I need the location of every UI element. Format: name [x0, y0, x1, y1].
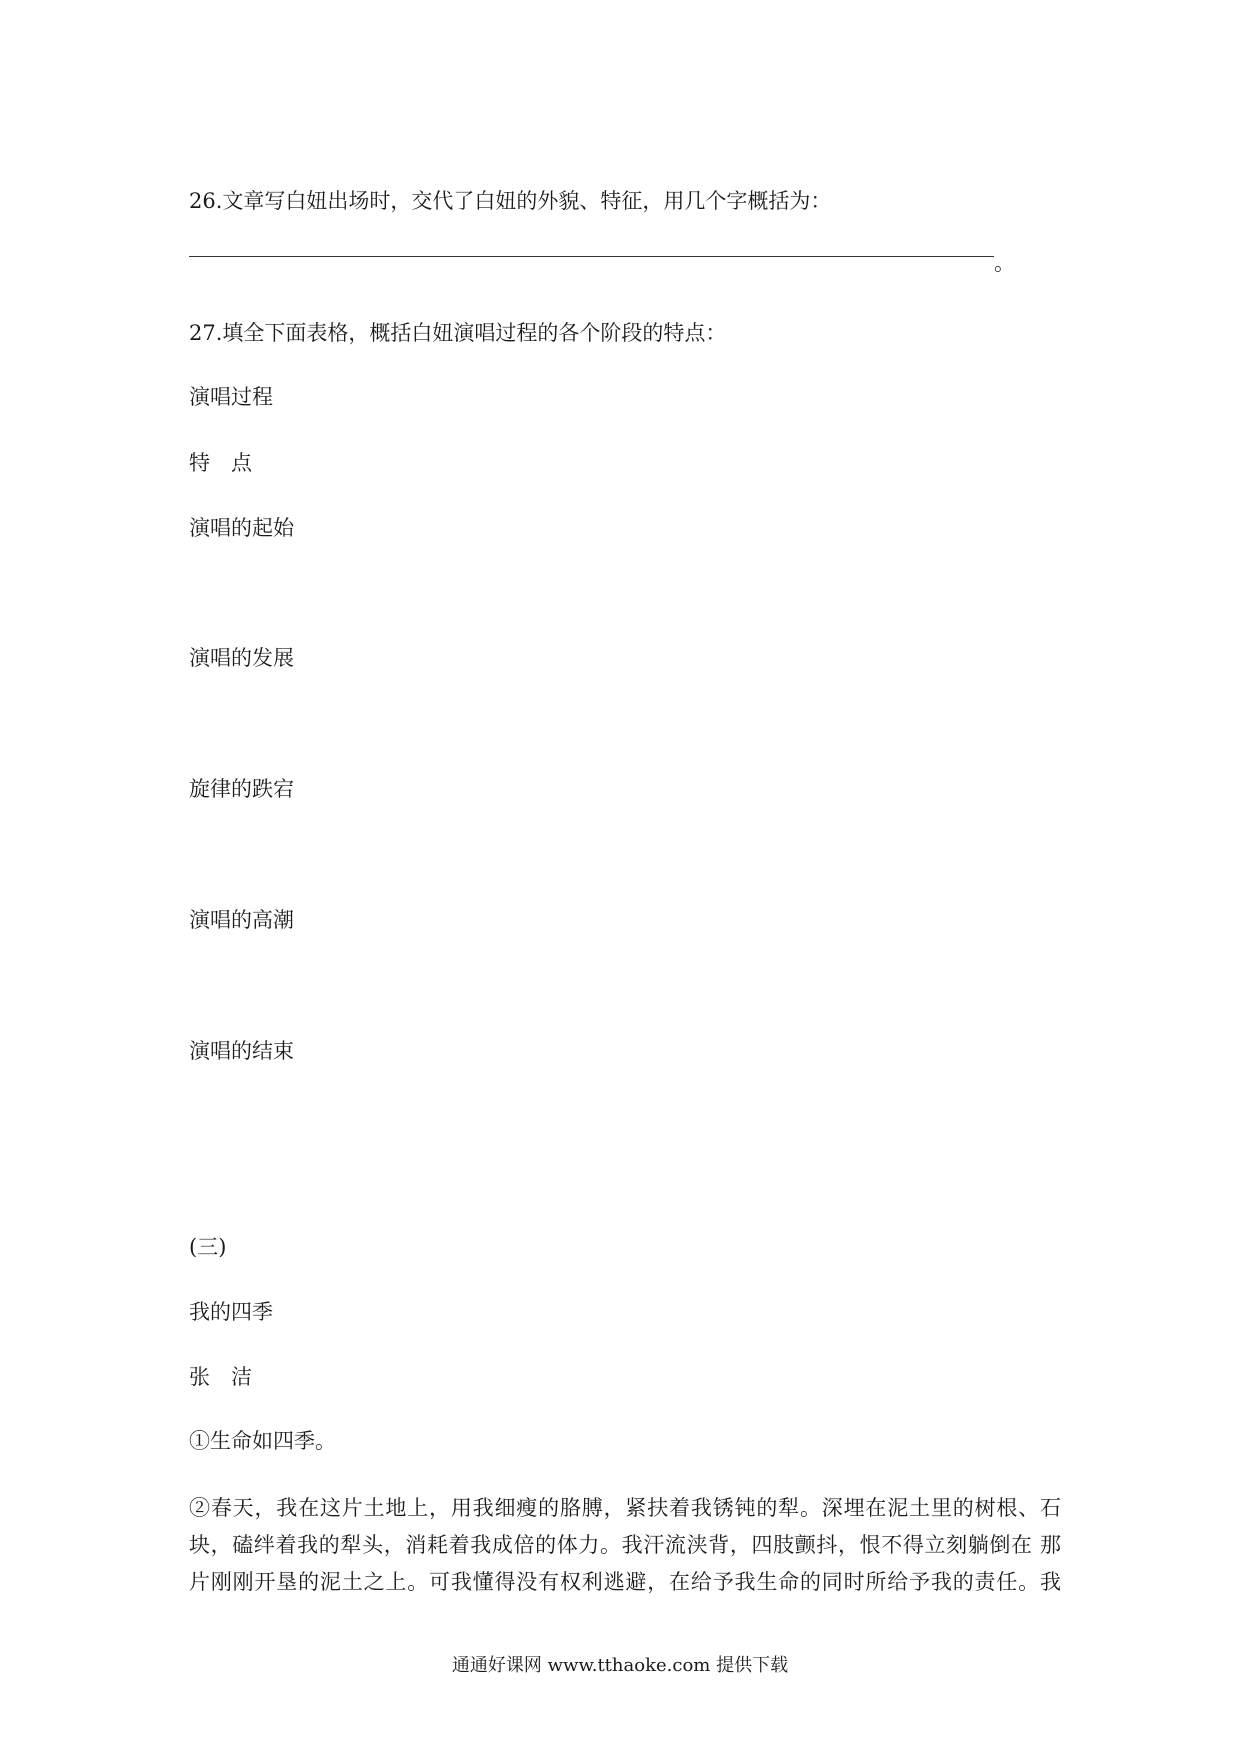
- table-row-start: 演唱的起始: [189, 516, 294, 540]
- answer-blank-line: [189, 256, 994, 257]
- question-26: 26.文章写白妞出场时，交代了白妞的外貌、特征，用几个字概括为：: [189, 189, 832, 213]
- section-number: (三): [189, 1235, 227, 1259]
- table-row-ending: 演唱的结束: [189, 1039, 294, 1063]
- paragraph-2-line: 块，磕绊着我的犁头，消耗着我成倍的体力。我汗流浃背，四肢颤抖，恨不得立刻躺倒在 那: [189, 1533, 1061, 1557]
- answer-period: 。: [994, 251, 1015, 275]
- table-row-development: 演唱的发展: [189, 646, 294, 670]
- paragraph-2-line: 片刚刚开垦的泥土之上。可我懂得没有权利逃避，在给予我生命的同时所给予我的责任。我: [189, 1570, 1061, 1594]
- paragraph-1: ①生命如四季。: [189, 1429, 336, 1453]
- table-row-climax: 演唱的高潮: [189, 908, 294, 932]
- table-header-feature: 特 点: [189, 451, 252, 475]
- table-header-process: 演唱过程: [189, 385, 273, 409]
- page-footer: 通通好课网 www.tthaoke.com 提供下载: [451, 1655, 789, 1676]
- paragraph-2: [189, 1490, 1061, 1601]
- article-title: 我的四季: [189, 1300, 273, 1324]
- table-row-undulation: 旋律的跌宕: [189, 777, 294, 801]
- paragraph-2-line: ②春天，我在这片土地上，用我细瘦的胳膊，紧扶着我锈钝的犁。深埋在泥土里的树根、石: [189, 1496, 1061, 1520]
- article-author: 张 洁: [189, 1365, 252, 1389]
- question-27: 27.填全下面表格，概括白妞演唱过程的各个阶段的特点：: [189, 321, 727, 345]
